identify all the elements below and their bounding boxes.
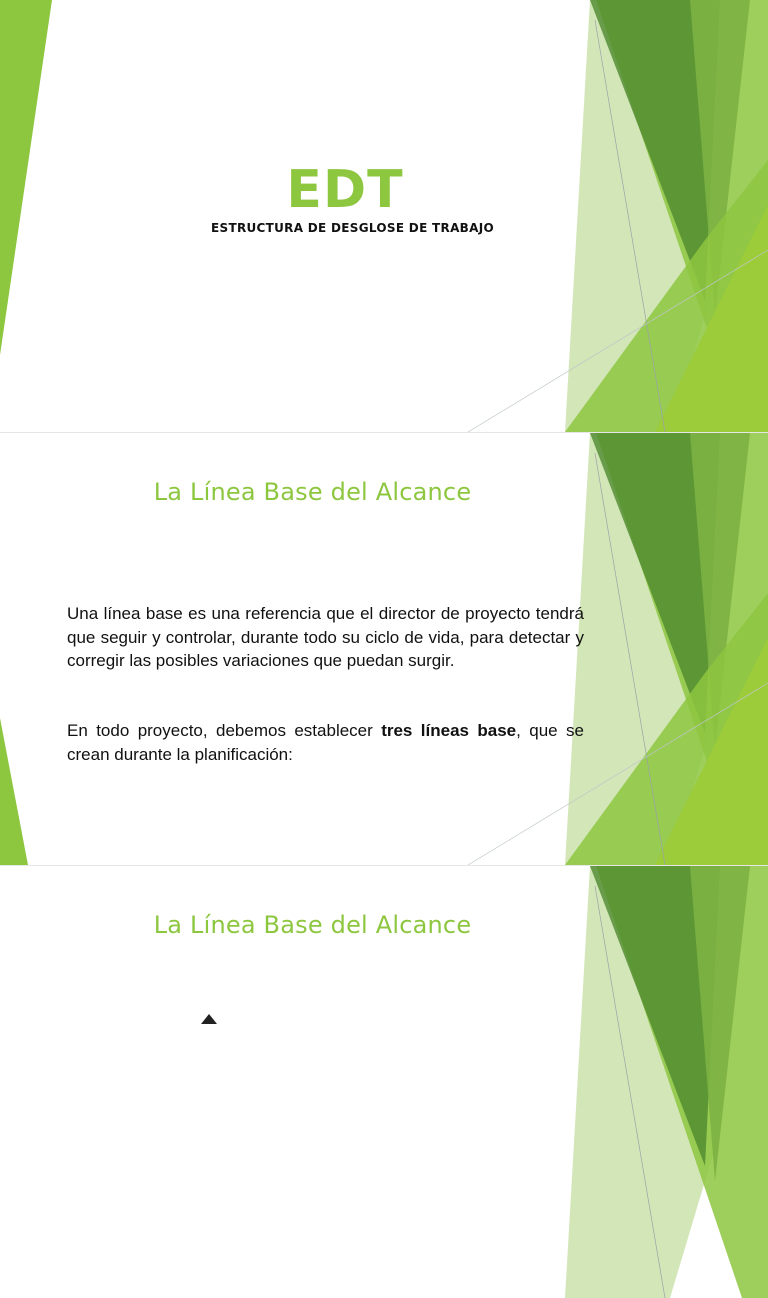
paragraph-text: En todo proyecto, debemos establecer (67, 721, 382, 740)
paragraph-text: , que se crean durante la planificación: (67, 721, 584, 764)
presentation-title: EDT (286, 160, 404, 220)
slide-heading: La Línea Base del Alcance (153, 478, 472, 506)
bold-emphasis: tres líneas base (381, 721, 517, 740)
slide-scope-baseline (0, 433, 768, 865)
slide-heading: La Línea Base del Alcance (153, 911, 472, 939)
slide-scope-baseline-continued (0, 866, 768, 1298)
presentation-subtitle: ESTRUCTURA DE DESGLOSE DE TRABAJO (211, 221, 494, 235)
paragraph-baseline-definition: Una línea base es una referencia que el director de proyecto tendrá que seguir y controlar, durante todo su ciclo de vida, para detectar y corregir las posibles variaciones que puedan surgir. (67, 604, 584, 670)
paragraph-three-baselines (67, 719, 584, 766)
slide-title (0, 0, 768, 432)
